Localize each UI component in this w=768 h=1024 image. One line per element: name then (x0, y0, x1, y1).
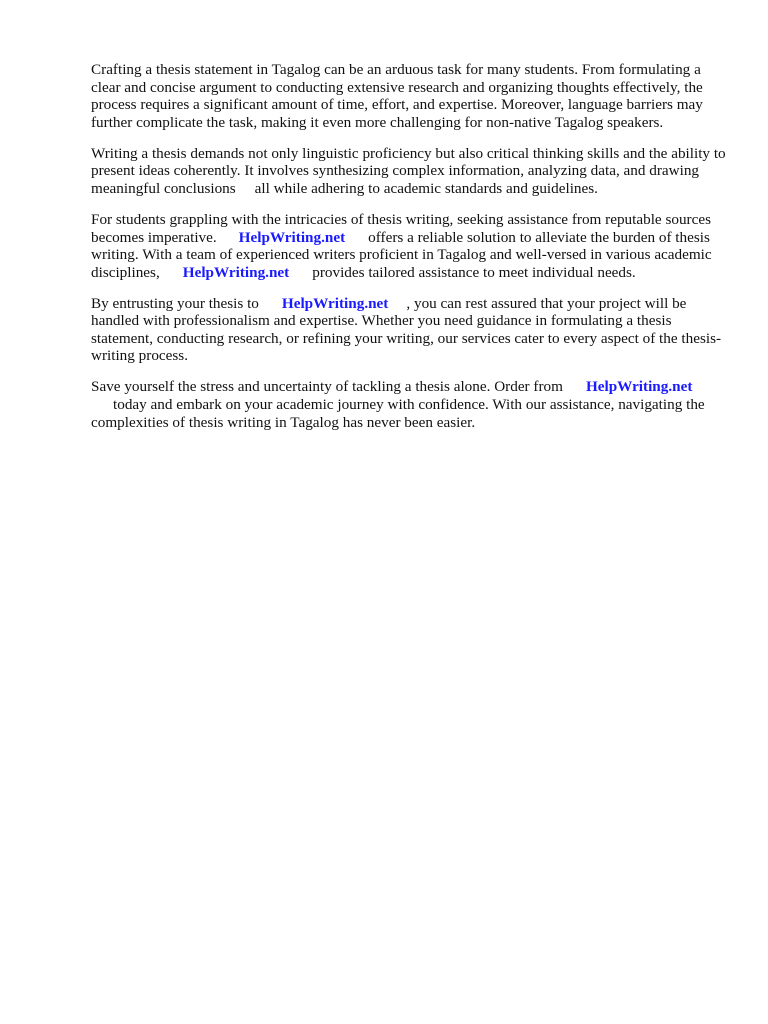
paragraph-cta-text-2: today and embark on your academic journey with confidence. With our assistance, navigating the complexities of thesis writing in Tagalog has never been easier. (91, 396, 705, 431)
paragraph-assistance-text-2: offers a reliable solution to alleviate the burden of thesis writing. With a team of experienced writers proficient in Tagalog and well-versed in various academic disciplines, (91, 228, 712, 281)
helpwriting-link-1[interactable]: HelpWriting.net (238, 228, 346, 246)
paragraph-entrusting-text-1: By entrusting your thesis to (91, 294, 259, 312)
paragraph-cta-text-1: Save yourself the stress and uncertainty of tackling a thesis alone. Order from (91, 378, 563, 396)
paragraph-assistance-text-3: provides tailored assistance to meet individual needs. (312, 263, 636, 281)
helpwriting-link-3[interactable]: HelpWriting.net (281, 294, 389, 312)
paragraph-call-to-action (91, 378, 727, 431)
paragraph-intro: Crafting a thesis statement in Tagalog can be an arduous task for many students. From formulating a clear and concise argument to conducting extensive research and organizing thoughts effectively, the process requires a significant amount of time, effort, and expertise. Moreover, language barriers may further complicate the task, making it even more challenging for non-native Tagalog speakers. (91, 61, 703, 131)
helpwriting-link-4[interactable]: HelpWriting.net (585, 378, 693, 396)
helpwriting-link-2[interactable]: HelpWriting.net (182, 263, 290, 281)
paragraph-entrusting-text-2: , you can rest assured that your project will be handled with professionalism and expertise. Whether you need guidance in formulating a thesis statement, conducting research, or refining your writing, our services cater to every aspect of the thesis-writing process. (91, 294, 722, 365)
paragraph-requirements: Writing a thesis demands not only linguistic proficiency but also critical thinking skills and the ability to present ideas coherently. It involves synthesizing complex information, analyzing data, and drawing meaningful conclusions all while adhering to academic standards and guidelines. (91, 144, 726, 197)
document-body (91, 61, 727, 445)
paragraph-assistance (91, 211, 727, 281)
paragraph-entrusting (91, 295, 727, 365)
paragraph-assistance-text-1: For students grappling with the intricacies of thesis writing, seeking assistance from reputable sources becomes imperative. (91, 210, 712, 246)
